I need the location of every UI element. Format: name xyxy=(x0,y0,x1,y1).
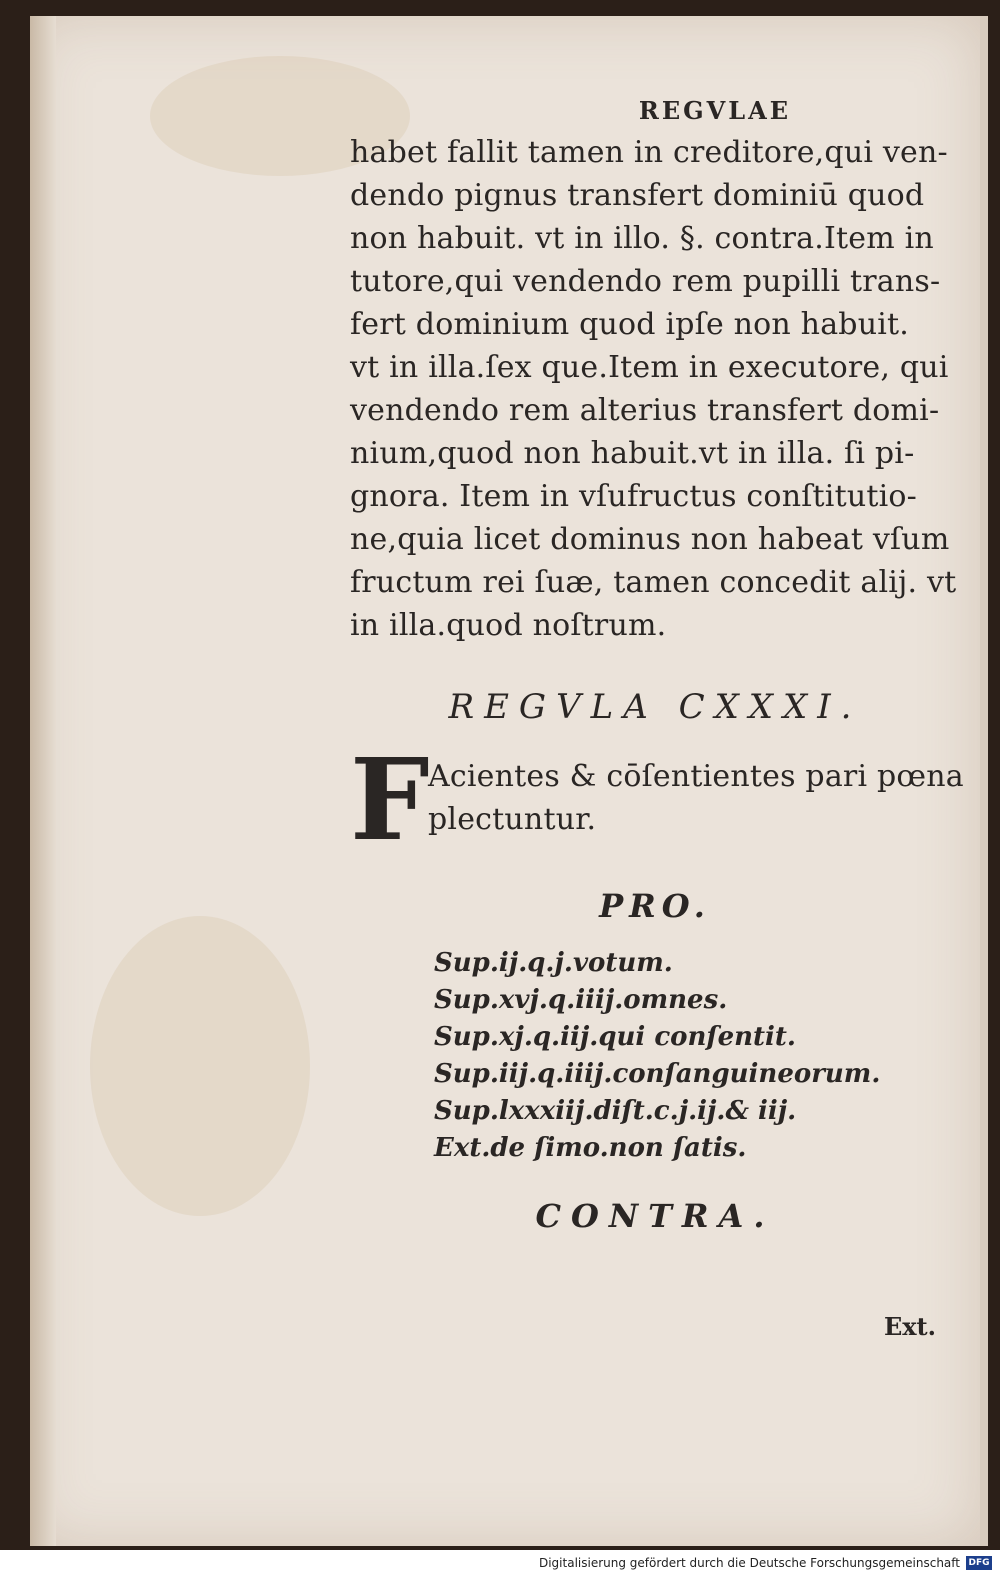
body-line: vt in illa.ſex que.Item in executore, qui xyxy=(350,350,949,385)
body-line: gnora. Item in vſufructus conſtitutio- xyxy=(350,479,917,514)
rule-statement-text xyxy=(428,755,964,841)
body-line: vendendo rem alterius transfert domi- xyxy=(350,393,940,428)
body-paragraph xyxy=(350,131,960,647)
rule-title: REGVLA CXXXI. xyxy=(448,687,862,727)
catchword: Ext. xyxy=(883,1312,936,1341)
body-line: fert dominium quod ipſe non habuit. xyxy=(350,307,909,342)
dfg-logo: DFG xyxy=(966,1556,992,1570)
pro-heading: PRO. xyxy=(599,887,711,925)
rule-statement-line: plectuntur. xyxy=(428,802,597,837)
body-line: habet fallit tamen in creditore,qui ven- xyxy=(350,135,948,170)
body-line: in illa.quod noſtrum. xyxy=(350,608,667,643)
reference-item: Sup.iij.q.iiij.conſanguineorum. xyxy=(434,1059,881,1089)
drop-cap-initial: F xyxy=(350,735,430,866)
body-line: non habuit. vt in illo. §. contra.Item in xyxy=(350,221,934,256)
digitization-footer xyxy=(0,1550,1000,1574)
text-block xyxy=(350,96,964,1235)
body-line: tutore,qui vendendo rem pupilli trans- xyxy=(350,264,941,299)
body-line: nium,quod non habuit.vt in illa. ſi pi- xyxy=(350,436,915,471)
body-line: ne,quia licet dominus non habeat vſum xyxy=(350,522,950,557)
reference-item: Sup.xj.q.iij.qui conſentit. xyxy=(434,1022,796,1052)
rule-statement-line: Acientes & cōſentientes pari pœna xyxy=(428,759,964,794)
page-gutter xyxy=(30,16,56,1546)
reference-item: Sup.lxxxiij.diſt.c.j.ij.& iij. xyxy=(434,1096,797,1126)
reference-item: Ext.de ſimo.non ſatis. xyxy=(434,1133,747,1163)
body-line: fructum rei ſuæ, tamen concedit alij. vt xyxy=(350,565,957,600)
body-line: dendo pignus transfert dominiū quod xyxy=(350,178,925,213)
reference-item: Sup.xvj.q.iiij.omnes. xyxy=(434,985,728,1015)
running-head: REGVLAE xyxy=(638,96,792,125)
paper-stain xyxy=(90,916,310,1216)
contra-heading: CONTRA. xyxy=(535,1197,775,1235)
reference-item: Sup.ij.q.j.votum. xyxy=(434,948,673,978)
book-page xyxy=(30,16,988,1546)
funding-notice: Digitalisierung gefördert durch die Deutsche Forschungsgemeinschaft xyxy=(538,1556,960,1570)
reference-list xyxy=(434,945,960,1167)
rule-statement xyxy=(350,735,964,866)
